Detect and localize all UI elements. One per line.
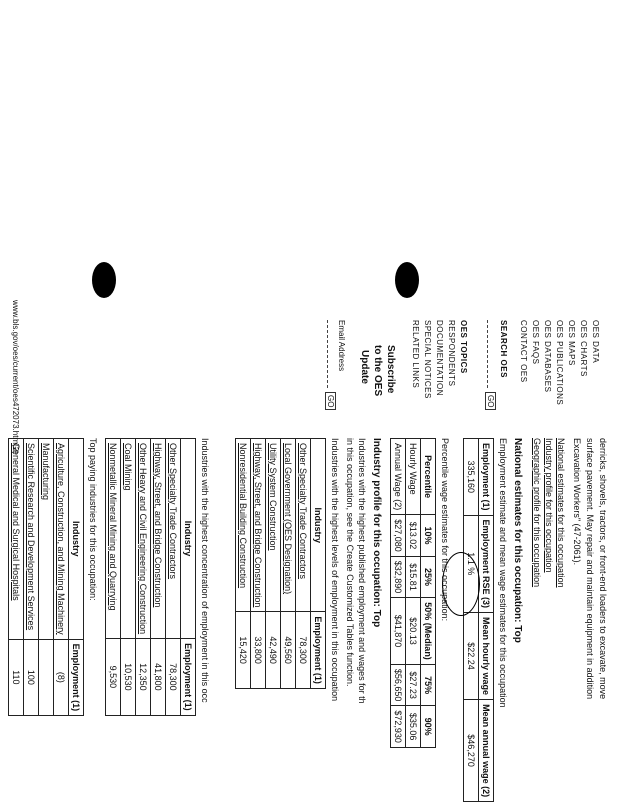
industry-para-3: Industries with the highest levels of employment in this occupation [330, 438, 340, 702]
percentile-caption: Percentile wage estimates for this occupation: [440, 438, 450, 622]
search-input[interactable] [487, 320, 488, 388]
table-cell: 42,490 [266, 612, 281, 689]
percentile-table [390, 438, 436, 748]
table-row [121, 439, 136, 716]
emp-header-annual: Mean annual wage (2) [479, 700, 494, 802]
industry-link[interactable]: Agriculture, Construction, and Mining Machinery [54, 439, 69, 640]
pct-header: 50% (Median) [421, 598, 436, 665]
pct-header: Percentile [421, 439, 436, 515]
industry-link[interactable]: Highway, Street, and Bridge Construction [251, 439, 266, 612]
sidebar-item-contact-oes[interactable]: CONTACT OES [519, 320, 528, 383]
table-row [266, 439, 281, 689]
intro-line-3: Excavation Workers" (47-2061). [572, 438, 582, 566]
pct-cell: $15.81 [406, 556, 421, 598]
ind3-header-employment: Employment (1) [69, 639, 84, 716]
industry-link[interactable]: Highway, Street, and Bridge Construction [151, 439, 166, 639]
table-cell: 33,800 [251, 612, 266, 689]
ind1-header-employment: Employment (1) [311, 612, 326, 689]
ind2-header-industry: Industry [181, 439, 196, 639]
subscribe-line-3: Update [359, 350, 370, 384]
industry-link[interactable]: Utility System Construction [266, 439, 281, 612]
pct-header: 90% [421, 706, 436, 748]
table-cell: (8) [54, 639, 69, 716]
industry-link[interactable]: Nonresidential Building Construction [236, 439, 251, 612]
industry-concentration-table [105, 438, 196, 716]
industry-link[interactable]: Scientific Research and Development Services [24, 439, 39, 640]
topics-title: OES TOPICS [459, 320, 468, 374]
email-input[interactable] [327, 320, 328, 388]
table-row [281, 439, 296, 689]
sidebar-item-oes-charts[interactable]: OES CHARTS [579, 320, 588, 377]
emp-header-employment: Employment (1) [479, 439, 494, 516]
link-geographic-profile[interactable]: Geographic profile for this occupation [532, 438, 542, 588]
industry-para-1: Industries with the highest published employment and wages for th [357, 438, 367, 704]
ind3-header-industry: Industry [69, 439, 84, 640]
pct-cell: $35.06 [406, 706, 421, 748]
table-cell: 78,300 [296, 612, 311, 689]
topic-special-notices[interactable]: SPECIAL NOTICES [423, 320, 432, 399]
sidebar-item-oes-publications[interactable]: OES PUBLICATIONS [555, 320, 564, 406]
table-cell: 15,420 [236, 612, 251, 689]
pct-header: 10% [421, 515, 436, 557]
table-row [9, 439, 24, 716]
table-cell: 49,560 [281, 612, 296, 689]
table-row [54, 439, 69, 716]
table-row [39, 439, 54, 716]
intro-line-2: surface pavement. May repair and maintain equipment in addition [585, 438, 595, 700]
table-row [151, 439, 166, 716]
topic-related-links[interactable]: RELATED LINKS [411, 320, 420, 389]
table-row [24, 439, 39, 716]
sidebar-item-oes-maps[interactable]: OES MAPS [567, 320, 576, 366]
ind1-header-industry: Industry [311, 439, 326, 612]
industry-heading: Industry profile for this occupation: Top [371, 438, 382, 628]
email-label: Email Address [337, 320, 346, 372]
link-industry-profile[interactable]: Industry profile for this occupation [544, 438, 554, 573]
table-row [236, 439, 251, 689]
emp-cell-rse: 1.1 % [464, 515, 479, 613]
table-row [166, 439, 181, 716]
emp-header-rse: Employment RSE (3) [479, 515, 494, 613]
industry-link[interactable]: Other Specialty Trade Contractors [296, 439, 311, 612]
industry-link[interactable]: General Medical and Surgical Hospitals [9, 439, 24, 640]
table-cell: 41,800 [151, 639, 166, 716]
pct-row-label: Annual Wage (2) [391, 439, 406, 515]
table-row [251, 439, 266, 689]
table-row [136, 439, 151, 716]
table-cell: 10,530 [121, 639, 136, 716]
ind2-header-employment: Employment (1) [181, 639, 196, 716]
search-go-button[interactable]: GO [485, 392, 496, 410]
emp-header-hourly: Mean hourly wage [479, 613, 494, 700]
table-row [106, 439, 121, 716]
table-row [296, 439, 311, 689]
concentration-para: Industries with the highest concentration of employment in this occ [200, 438, 210, 703]
industry-link[interactable]: Nonmetallic Mineral Mining and Quarrying [106, 439, 121, 639]
table-cell: 100 [24, 639, 39, 716]
pct-row-label: Hourly Wage [406, 439, 421, 515]
subscribe-line-2: to the OES [372, 345, 383, 397]
industry-link[interactable]: Other Heavy and Civil Engineering Construction [136, 439, 151, 639]
emp-cell-annual: $46,270 [464, 700, 479, 802]
pct-cell: $13.02 [406, 515, 421, 557]
table-cell [39, 639, 54, 716]
pct-cell: $27.23 [406, 664, 421, 706]
industry-employment-table [235, 438, 326, 689]
emp-cell-employment: 335,160 [464, 439, 479, 516]
sidebar-item-oes-data[interactable]: OES DATA [591, 320, 600, 364]
table-cell: 110 [9, 639, 24, 716]
industry-link[interactable]: Local Government (OES Designation) [281, 439, 296, 612]
subscribe-line-1: Subscribe [385, 345, 396, 394]
topic-respondents[interactable]: RESPONDENTS [447, 320, 456, 387]
industry-link[interactable]: Other Specialty Trade Contractors [166, 439, 181, 639]
top-paying-table [8, 438, 84, 716]
pct-cell: $32,890 [391, 556, 406, 598]
email-go-button[interactable]: GO [325, 392, 336, 410]
pct-cell: $41,870 [391, 598, 406, 665]
pct-cell: $72,930 [391, 706, 406, 748]
national-heading: National estimates for this occupation: Top [512, 438, 523, 643]
sidebar-item-oes-faqs[interactable]: OES FAQS [531, 320, 540, 365]
table-cell: 12,350 [136, 639, 151, 716]
sidebar-item-oes-databases[interactable]: OES DATABASES [543, 320, 552, 393]
pct-header: 75% [421, 664, 436, 706]
pct-header: 25% [421, 556, 436, 598]
national-subheading: Employment estimate and mean wage estimates for this occupation [498, 438, 508, 708]
industry-link[interactable]: Coal Mining [121, 439, 136, 639]
footer-url: www.bls.gov/oes/current/oes472073.htm(2) [11, 300, 20, 454]
intro-line-1: derricks, shovels, tractors, or front-end loaders to excavate, move [598, 438, 608, 700]
pct-cell: $27,080 [391, 515, 406, 557]
table-cell: 78,300 [166, 639, 181, 716]
link-national-estimates[interactable]: National estimates for this occupation [556, 438, 566, 588]
pct-cell: $20.13 [406, 598, 421, 665]
employment-table [463, 438, 494, 802]
table-cell: 9,530 [106, 639, 121, 716]
industry-link[interactable]: Manufacturing [39, 439, 54, 640]
topic-documentation[interactable]: DOCUMENTATION [435, 320, 444, 396]
pct-cell: $56,650 [391, 664, 406, 706]
search-label: SEARCH OES [499, 320, 508, 378]
industry-para-2: in this occupation, see the Create Customized Tables function. [345, 438, 355, 687]
top-paying-para: Top paying industries for this occupation: [88, 438, 98, 601]
emp-cell-hourly: $22.24 [464, 613, 479, 700]
